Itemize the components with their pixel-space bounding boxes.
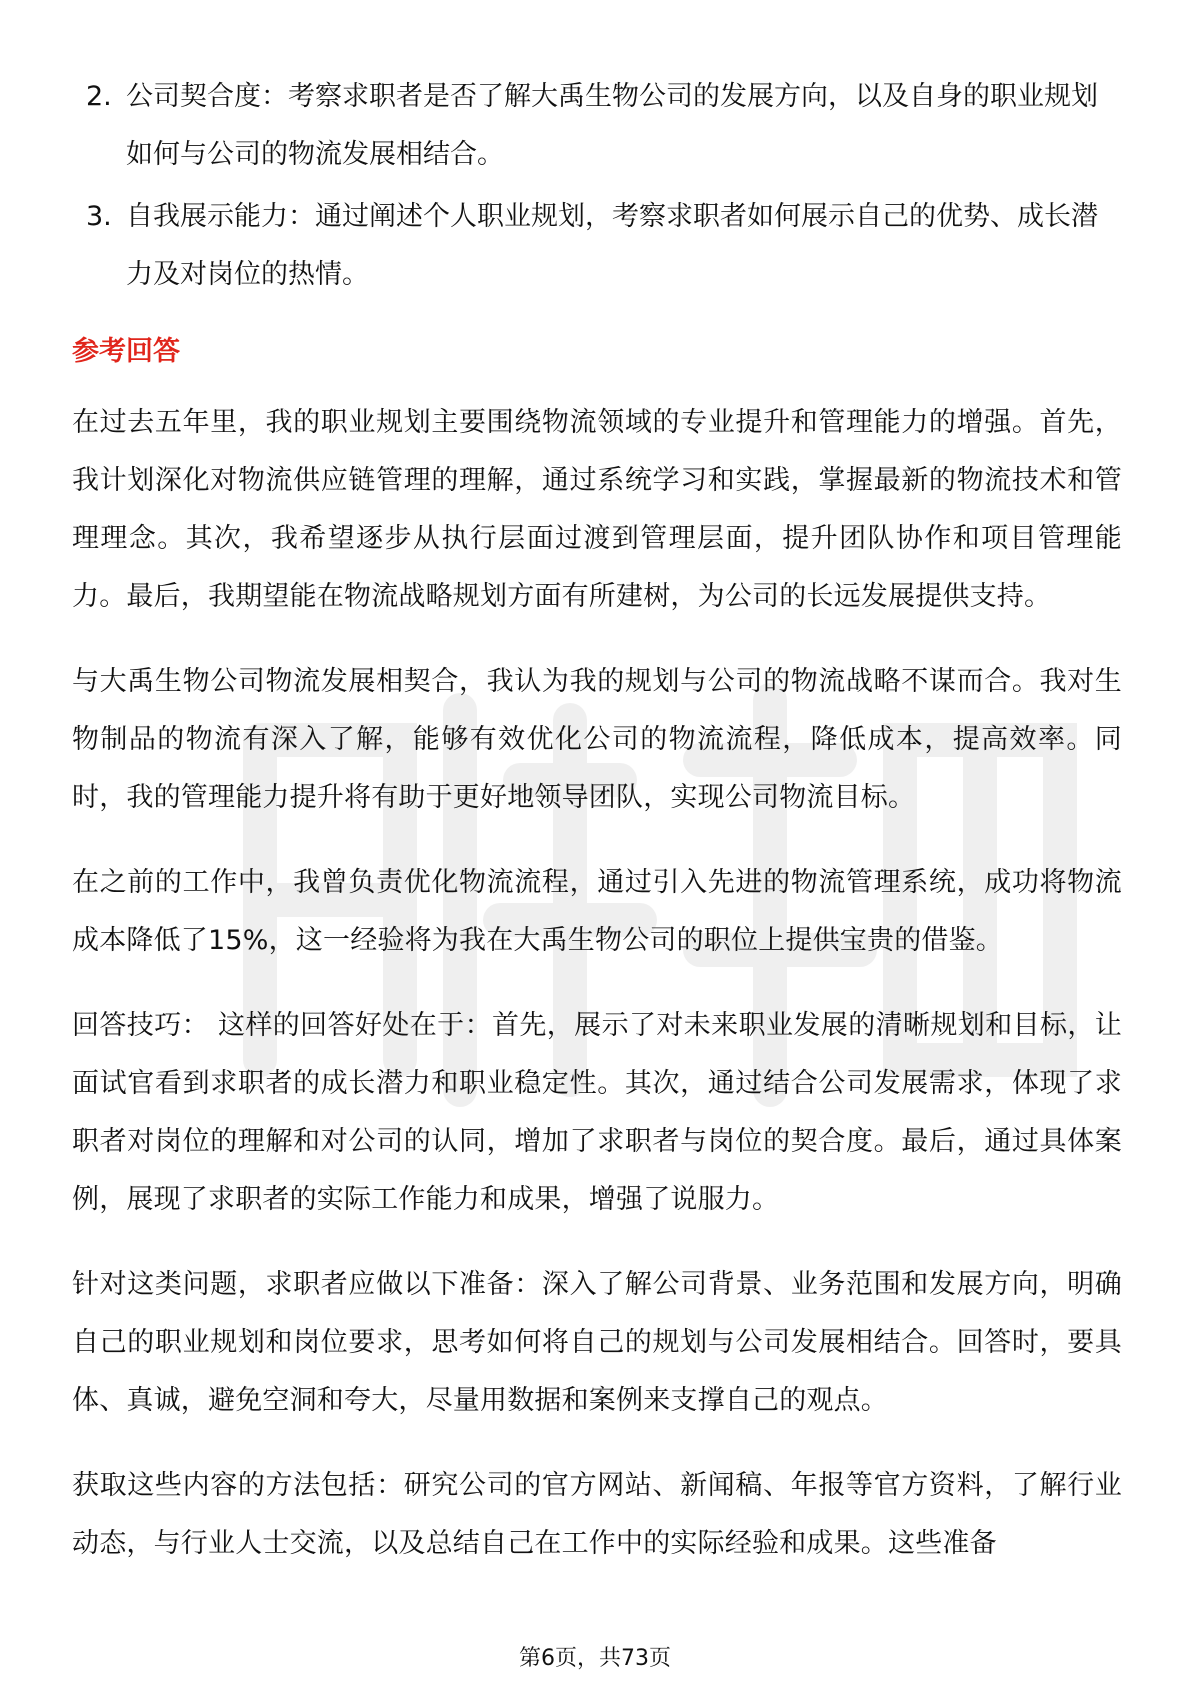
tips-paragraph: 回答技巧： 这样的回答好处在于：首先，展示了对未来职业发展的清晰规划和目标，让面试官看到求职者的成长潜力和职业稳定性。其次，通过结合公司发展需求，体现了求职者对岗位的理解和对公司的认同，增加了求职者与岗位的契合度。最后，通过具体案例，展现了求职者的实际工作能力和成果，增强了说服力。 bbox=[72, 1010, 1122, 1215]
evaluation-criteria-list bbox=[72, 68, 1122, 304]
criteria-item bbox=[72, 68, 1122, 184]
answer-paragraph: 与大禹生物公司物流发展相契合，我认为我的规划与公司的物流战略不谋而合。我对生物制品的物流有深入了解，能够有效优化公司的物流流程，降低成本，提高效率。同时，我的管理能力提升将有助于更好地领导团队，实现公司物流目标。 bbox=[72, 666, 1122, 813]
answer-paragraph: 在之前的工作中，我曾负责优化物流流程，通过引入先进的物流管理系统，成功将物流成本降低了15%，这一经验将为我在大禹生物公司的职位上提供宝贵的借鉴。 bbox=[72, 867, 1122, 956]
criteria-number: 3. bbox=[86, 201, 112, 232]
criteria-text: 自我展示能力：通过阐述个人职业规划，考察求职者如何展示自己的优势、成长潜力及对岗位的热情。 bbox=[126, 201, 1098, 290]
preparation-paragraph: 针对这类问题，求职者应做以下准备：深入了解公司背景、业务范围和发展方向，明确自己的职业规划和岗位要求，思考如何将自己的规划与公司发展相结合。回答时，要具体、真诚，避免空洞和夸大，尽量用数据和案例来支撑自己的观点。 bbox=[72, 1269, 1122, 1416]
main-content bbox=[72, 68, 1122, 1600]
page-number-footer: 第6页，共73页 bbox=[519, 1646, 671, 1671]
criteria-item bbox=[72, 188, 1122, 304]
criteria-text: 公司契合度：考察求职者是否了解大禹生物公司的发展方向，以及自身的职业规划如何与公司的物流发展相结合。 bbox=[126, 81, 1098, 170]
criteria-number: 2. bbox=[86, 81, 112, 112]
methods-paragraph: 获取这些内容的方法包括：研究公司的官方网站、新闻稿、年报等官方资料，了解行业动态，与行业人士交流，以及总结自己在工作中的实际经验和成果。这些准备 bbox=[72, 1470, 1122, 1559]
answer-paragraph: 在过去五年里，我的职业规划主要围绕物流领域的专业提升和管理能力的增强。首先，我计划深化对物流供应链管理的理解，通过系统学习和实践，掌握最新的物流技术和管理理念。其次，我希望逐步从执行层面过渡到管理层面，提升团队协作和项目管理能力。最后，我期望能在物流战略规划方面有所建树，为公司的长远发展提供支持。 bbox=[72, 407, 1122, 612]
section-heading: 参考回答 bbox=[72, 336, 180, 367]
